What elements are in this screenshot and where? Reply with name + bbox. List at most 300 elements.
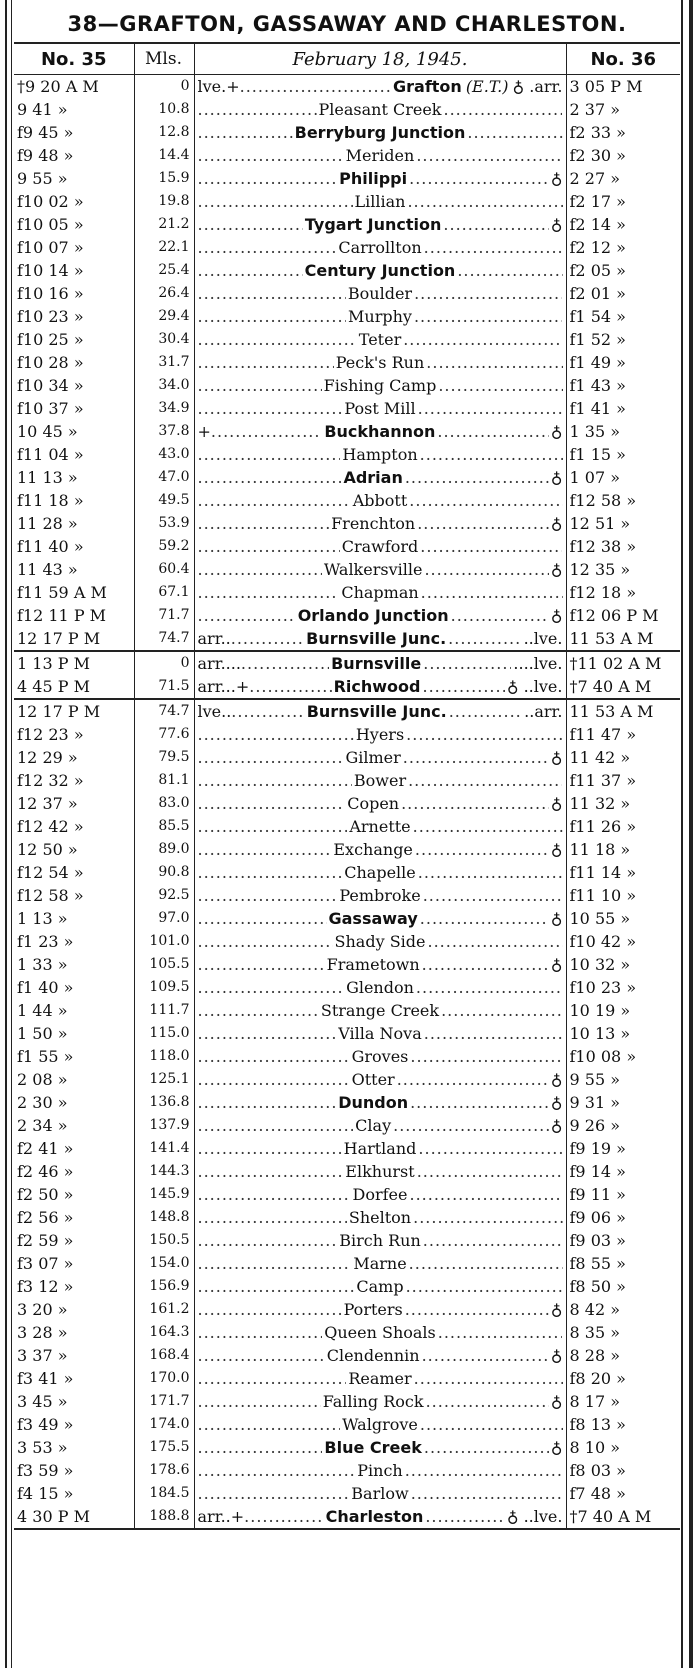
station-name: Philippi [339,169,408,188]
mileage: 109.5 [134,976,194,999]
table-row [14,1275,680,1298]
dot-leader [405,1298,549,1321]
train-36-time: 2 37 » [569,100,620,119]
station-name: Clay [355,1116,392,1135]
table-row [14,328,680,351]
mileage: 83.0 [134,792,194,815]
dot-leader [420,535,562,558]
station-name: Chapelle [344,863,416,882]
train-35-time: f10 34 » [17,376,84,395]
mileage: 92.5 [134,884,194,907]
mileage: 59.2 [134,535,194,558]
station-name: Berryburg Junction [294,123,466,142]
station-name: Pinch [357,1461,403,1480]
table-row [14,907,680,930]
table-row [14,1206,680,1229]
timetable-title: 38—GRAFTON, GASSAWAY AND CHARLESTON. [67,12,627,36]
train-35-time: 12 29 » [17,748,78,767]
mileage: 154.0 [134,1252,194,1275]
station-name: Carrollton [338,238,422,257]
train-35-time: 3 28 » [17,1323,68,1342]
table-row [14,282,680,305]
station-cell [194,815,566,838]
table-row [14,190,680,213]
dot-leader [198,305,347,328]
train-36-time: f1 43 » [569,376,626,395]
mileage: 105.5 [134,953,194,976]
station-cell [194,1367,566,1390]
station-cell [194,374,566,397]
station-name: Barlow [351,1484,409,1503]
train-35-time: 9 55 » [17,169,68,188]
dot-leader [198,746,344,769]
dot-leader [198,999,319,1022]
dot-leader [231,700,304,723]
train-36-time: 8 10 » [569,1438,620,1457]
dot-leader [198,1413,341,1436]
station-name: Dundon [338,1093,409,1112]
right-border-rule-inner [681,0,683,1668]
train-36-time: f9 14 » [569,1162,626,1181]
table-row [14,581,680,604]
table-row [14,351,680,374]
mileage: 34.0 [134,374,194,397]
dot-leader [198,489,351,512]
station-name: Richwood [333,677,421,696]
station-cell [194,1321,566,1344]
station-name: Burnsville Junc. [306,629,447,648]
mileage: 101.0 [134,930,194,953]
dot-leader [418,1137,562,1160]
station-suffix: ....lve. [513,654,563,673]
station-name: Porters [343,1300,403,1319]
station-cell [194,328,566,351]
table-row [14,723,680,746]
table-row [14,999,680,1022]
table-row [14,558,680,581]
dot-leader [198,838,332,861]
dot-leader [198,861,343,884]
train-36-header: No. 36 [566,43,680,75]
train-35-time: f10 28 » [17,353,84,372]
station-cell [194,1068,566,1091]
mileage: 29.4 [134,305,194,328]
train-36-time: 8 35 » [569,1323,620,1342]
train-35-time: †9 20 A M [17,77,99,96]
mileage: 10.8 [134,98,194,121]
station-prefix: arr.. [197,629,231,648]
mileage: 67.1 [134,581,194,604]
table-row [14,1436,680,1459]
station-cell [194,1137,566,1160]
table-row [14,884,680,907]
station-cell [194,75,566,99]
train-35-time: 10 45 » [17,422,78,441]
train-35-time: f9 45 » [17,123,74,142]
station-suffix: ♁ [550,560,563,579]
station-prefix: lve.+ [197,77,240,96]
right-border-rule [689,0,693,1668]
station-cell [194,466,566,489]
mileage: 90.8 [134,861,194,884]
table-row [14,121,680,144]
station-cell [194,1183,566,1206]
table-row [14,1298,680,1321]
train-35-time: f10 23 » [17,307,84,326]
train-35-time: 1 13 » [17,909,68,928]
dot-leader [423,884,563,907]
station-name: Chapman [341,583,419,602]
table-row [14,930,680,953]
dot-leader [418,397,563,420]
train-36-time: f11 37 » [569,771,637,790]
mileage: 111.7 [134,999,194,1022]
dot-leader [211,420,322,443]
dot-leader [438,1321,563,1344]
station-name: Camp [356,1277,404,1296]
train-36-time: f12 58 » [569,491,637,510]
station-cell [194,1229,566,1252]
station-name: Exchange [333,840,413,859]
table-row [14,236,680,259]
station-name: Century Junction [304,261,456,280]
station-suffix: ♁ [550,468,563,487]
table-row [14,305,680,328]
train-35-time: f1 40 » [17,978,74,997]
mileage: 37.8 [134,420,194,443]
train-36-time: †11 02 A M [566,651,680,675]
dot-leader [437,420,548,443]
station-suffix: ♁ [550,748,563,767]
train-35-time: f12 42 » [17,817,84,836]
station-name: Adrian [343,468,403,487]
dot-leader [406,1275,563,1298]
train-35-time: f10 25 » [17,330,84,349]
mileage: 175.5 [134,1436,194,1459]
mileage: 97.0 [134,907,194,930]
station-suffix: ♁ [550,1300,563,1319]
table-row [14,259,680,282]
dot-leader [198,98,317,121]
station-name: Peck's Run [335,353,425,372]
train-36-time: 9 26 » [569,1116,620,1135]
dot-leader [409,1252,563,1275]
station-name: Crawford [341,537,419,556]
station-cell [194,1298,566,1321]
dot-leader [451,604,549,627]
station-name: Reamer [348,1369,412,1388]
train-35-time: 9 41 » [17,100,68,119]
train-35-time: 2 08 » [17,1070,68,1089]
dot-leader [198,397,343,420]
mileage: 168.4 [134,1344,194,1367]
station-cell [194,167,566,190]
dot-leader [198,1091,337,1114]
dot-leader [198,236,337,259]
dot-leader [397,1068,549,1091]
mileage: 12.8 [134,121,194,144]
station-cell [194,1252,566,1275]
station-cell [194,213,566,236]
dot-leader [403,746,549,769]
table-row [14,167,680,190]
dot-leader [198,1229,338,1252]
station-name: Arnette [349,817,411,836]
table-row [14,1505,680,1529]
station-cell [194,98,566,121]
timetable-body [14,75,680,1530]
table-row [14,1413,680,1436]
dot-leader [198,581,340,604]
station-name: Queen Shoals [324,1323,436,1342]
dot-leader [421,581,563,604]
train-36-time: f1 15 » [569,445,626,464]
train-35-time: f2 50 » [17,1185,74,1204]
station-cell [194,861,566,884]
train-35-time: f12 32 » [17,771,84,790]
train-35-time: 4 30 P M [14,1505,134,1529]
station-name: Grafton [393,77,462,96]
dot-leader [424,558,548,581]
table-row [14,1252,680,1275]
station-cell [194,1022,566,1045]
dot-leader [198,121,293,144]
dot-leader [467,121,562,144]
train-35-time: f3 59 » [17,1461,74,1480]
dot-leader [244,1505,323,1528]
station-suffix: ♁ [550,1346,563,1365]
dot-leader [416,144,562,167]
dot-leader [441,999,562,1022]
station-name: Hampton [342,445,418,464]
dot-leader [410,1045,562,1068]
mileage: 0 [134,75,194,99]
station-name: Clendennin [326,1346,420,1365]
train-35-header: No. 35 [14,43,134,75]
mileage: 171.7 [134,1390,194,1413]
train-35-time: 12 17 P M [14,699,134,723]
station-suffix: ♁ [550,422,563,441]
train-35-time: f1 55 » [17,1047,74,1066]
train-35-time: 11 13 » [17,468,78,487]
train-36-time: f10 42 » [569,932,637,951]
dot-leader [241,652,329,675]
train-35-time: f10 02 » [17,192,84,211]
table-row [14,98,680,121]
train-36-time: f2 05 » [569,261,626,280]
dot-leader [198,930,333,953]
dot-leader [425,1505,504,1528]
train-36-time: 10 13 » [569,1024,631,1043]
train-36-time: f1 54 » [569,307,626,326]
station-cell [194,675,566,699]
station-suffix: ♁ [550,1438,563,1457]
train-36-time: 8 28 » [569,1346,620,1365]
station-name: Villa Nova [338,1024,422,1043]
dot-leader [405,466,549,489]
train-36-time: 12 51 » [569,514,631,533]
station-name: Burnsville Junc. [306,702,447,721]
train-36-time: 11 32 » [569,794,631,813]
train-36-time: f8 50 » [569,1277,626,1296]
station-cell [194,930,566,953]
station-suffix: ♁ [550,606,563,625]
dot-leader [198,1436,323,1459]
dot-leader [413,1206,562,1229]
dot-leader [198,1045,350,1068]
mileage: 21.2 [134,213,194,236]
mileage: 118.0 [134,1045,194,1068]
train-35-time: f10 16 » [17,284,84,303]
train-35-time: 11 28 » [17,514,78,533]
train-36-time: 11 53 A M [566,699,680,723]
train-35-time: f12 54 » [17,863,84,882]
table-row [14,420,680,443]
table-row [14,861,680,884]
mileage: 145.9 [134,1183,194,1206]
dot-leader [426,1390,549,1413]
station-cell [194,121,566,144]
dot-leader [438,374,562,397]
station-cell [194,190,566,213]
station-name: Birch Run [339,1231,421,1250]
train-35-time: f12 58 » [17,886,84,905]
mileage: 141.4 [134,1137,194,1160]
dot-leader [198,884,338,907]
table-row [14,699,680,723]
mileage: 89.0 [134,838,194,861]
dot-leader [423,1229,563,1252]
dot-leader [198,1367,347,1390]
train-36-time: f8 20 » [569,1369,626,1388]
train-36-time: f2 01 » [569,284,626,303]
train-35-time: f1 23 » [17,932,74,951]
mileage: 74.7 [134,699,194,723]
station-name: Falling Rock [322,1392,424,1411]
dot-leader [198,815,348,838]
station-prefix: arr...+ [197,677,250,696]
table-row [14,838,680,861]
train-35-time: 11 43 » [17,560,78,579]
dot-leader [417,1160,563,1183]
station-cell [194,627,566,651]
train-36-time: 11 53 A M [569,629,654,648]
station-cell [194,305,566,328]
station-name: Gassaway [328,909,418,928]
left-border-rule-inner [11,0,12,1668]
train-35-time: 1 44 » [17,1001,68,1020]
table-row [14,144,680,167]
dot-leader [409,489,562,512]
train-36-time: 10 19 » [569,1001,631,1020]
table-row [14,1022,680,1045]
train-36-time: f9 11 » [569,1185,626,1204]
station-cell [194,1390,566,1413]
station-suffix: ♁ [550,514,563,533]
mileage: 31.7 [134,351,194,374]
dot-leader [198,1252,352,1275]
train-35-time: 1 50 » [17,1024,68,1043]
table-row [14,397,680,420]
train-36-time: 2 27 » [569,169,620,188]
mileage: 26.4 [134,282,194,305]
station-name: Teter [358,330,402,349]
train-36-time: 9 31 » [569,1093,620,1112]
dot-leader [198,443,341,466]
dot-leader [198,1022,337,1045]
train-36-time: f8 03 » [569,1461,626,1480]
station-name: Buckhannon [324,422,436,441]
train-36-time: 9 55 » [569,1070,620,1089]
station-name: Hartland [343,1139,417,1158]
station-suffix: ..lve. [523,629,563,648]
timetable-header-row [14,43,680,75]
dot-leader [403,328,562,351]
train-35-time: f11 59 A M [17,583,107,602]
train-35-time: f4 15 » [17,1484,74,1503]
table-row [14,651,680,675]
mileage: 0 [134,651,194,675]
dot-leader [408,769,562,792]
train-35-time: f10 14 » [17,261,84,280]
train-36-time: f11 10 » [569,886,637,905]
dot-leader [198,1390,321,1413]
table-row [14,535,680,558]
table-row [14,489,680,512]
station-cell [194,723,566,746]
train-35-time: f3 41 » [17,1369,74,1388]
train-35-time: 1 13 P M [14,651,134,675]
train-36-time: f11 26 » [569,817,637,836]
station-name: Burnsville [331,654,422,673]
station-cell [194,259,566,282]
station-cell [194,512,566,535]
station-name: Frametown [326,955,420,974]
dot-leader [198,144,344,167]
train-35-time: f11 04 » [17,445,84,464]
dot-leader [198,1137,342,1160]
dot-leader [198,1183,351,1206]
train-36-time: 10 32 » [569,955,631,974]
mileage: 144.3 [134,1160,194,1183]
dot-leader [198,1160,344,1183]
train-36-time: f10 08 » [569,1047,637,1066]
train-36-time: f7 48 » [569,1484,626,1503]
station-suffix: ♁ [550,955,563,974]
station-suffix: ♁ [550,1116,563,1135]
mileage: 14.4 [134,144,194,167]
station-name: Walkersville [323,560,423,579]
dot-leader [198,167,338,190]
mileage: 43.0 [134,443,194,466]
station-cell [194,1436,566,1459]
dot-leader [198,1275,355,1298]
station-name: Shelton [348,1208,412,1227]
station-prefix: + [197,422,211,441]
dot-leader [198,1298,342,1321]
station-name: Fishing Camp [323,376,437,395]
dot-leader [198,792,346,815]
train-36-time: 3 05 P M [569,77,643,96]
dot-leader [198,374,322,397]
mileage: 49.5 [134,489,194,512]
dot-leader [422,1344,549,1367]
train-36-time: f1 52 » [569,330,626,349]
station-suffix: ♁ [550,1392,563,1411]
dot-leader [198,351,334,374]
timetable [14,42,680,1530]
station-cell [194,1413,566,1436]
